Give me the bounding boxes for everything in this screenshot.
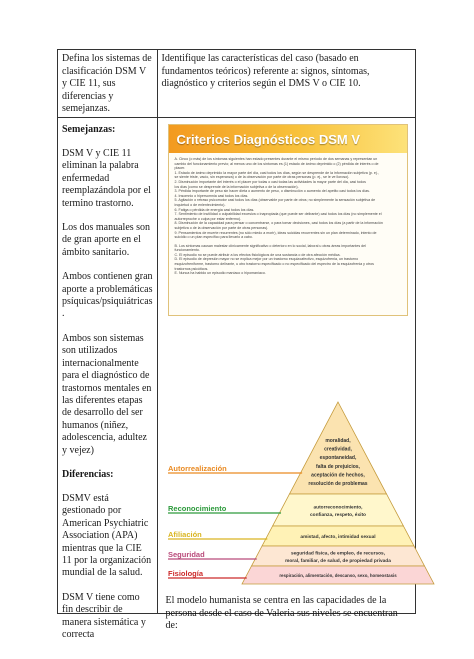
dsm-criteria-list — [169, 153, 407, 276]
diferencia-1: DSMV está gestionado por American Psychiatric Association (APA) mientras que la CIE 11 por la organización mundial de la salud. — [62, 492, 152, 579]
dsm-criteria-line: 4. Insomnio o hipersomnia casi todos los días. — [174, 193, 249, 198]
dsm-criteria-line: placer. — [174, 166, 186, 171]
left-header-cell — [58, 50, 157, 118]
humanist-note-text: El modelo humanista se centra en las capacidades de la persona desde el caso de Valeria sus niveles se encuentran de: — [165, 595, 398, 631]
dsm-criteria-line: esquizofreniforme, trastorno delirante, u otro trastorno especificado o no especificado del espectro de la esquizofrenia y otros — [174, 262, 374, 267]
pyramid-level-name: Reconocimiento — [167, 504, 226, 513]
pyramid-level-name: Seguridad — [167, 550, 205, 559]
maslow-pyramid — [166, 398, 440, 590]
pyramid-item: seguridad física, de empleo, de recursos, — [290, 551, 385, 557]
pyramid-item: moral, familiar, de salud, de propiedad privada — [284, 558, 391, 564]
dsm-criteria-line: 6. Fatiga o pérdida de energía casi todos los días. — [174, 207, 255, 212]
pyramid-item: respiración, alimentación, descanso, sexo, homeostasis — [278, 573, 397, 578]
pyramid-item: aceptación de hechos, — [310, 472, 365, 479]
dsm-criteria-line: inquietud o de enlentecimiento). — [174, 202, 226, 207]
dsm-criteria-line: 1. Estado de ánimo deprimido la mayor parte del día, casi todos los días, según se desprende de la información subjetiva (p. ej., — [174, 170, 379, 175]
pyramid-item: confianza, respeto, éxito — [309, 512, 366, 518]
dsm-criteria-line: 3. Pérdida importante de peso sin hacer dieta o aumento de peso, o disminución o aumento del apetito casi todos los días. — [174, 189, 370, 194]
right-header-cell — [158, 50, 416, 118]
dsm-criteria-line: 5. Agitación o retraso psicomotor casi todos los días (observable por parte de otros; no simplemente la sensación subjetiva de — [174, 198, 376, 203]
dsm-criteria-line: C. El episodio no se puede atribuir a los efectos fisiológicos de una sustancia o de otra afección médica. — [174, 252, 341, 257]
pyramid-svg — [166, 398, 440, 590]
left-header-text: Defina los sistemas de clasificación DSM V y CIE 11, sus diferencias y semejanzas. — [62, 53, 152, 114]
dsm-criteria-line: funcionamiento. — [174, 248, 200, 253]
dsm-criteria-line: trastornos psicóticos. — [174, 266, 209, 271]
semejanzas-heading: Semejanzas: — [62, 124, 116, 135]
diferencia-2: DSM V tiene como fin describir de manera sistemática y correcta — [62, 591, 146, 640]
dsm-banner — [169, 125, 407, 153]
pyramid-item: falta de prejuicios, — [315, 463, 360, 470]
semejanza-4: Ambos son sistemas son utilizados internacionalmente para el diagnóstico de trastornos mentales en las diferentes etapas de desarrollo del ser humanos (niñez, adolescencia, adultez y vejez) — [62, 332, 152, 456]
semejanza-2: Los dos manuales son de gran aporte en el ámbito sanitario. — [62, 222, 151, 258]
dsm-criteria-line: B. Los síntomas causan malestar clínicamente significativo o deterioro en lo social, laboral u otras áreas importantes del — [174, 243, 366, 248]
left-column — [58, 50, 158, 640]
dsm-criteria-line: suicidio o un plan específico para llevarlo a cabo. — [174, 235, 253, 240]
dsm-criteria-line: cambio del funcionamiento previo; al menos uno de los síntomas es (1) estado de ánimo deprimido o (2) pérdida de interés o de — [174, 161, 379, 166]
right-header-text: Identifique las características del caso (basado en fundamentos teóricos) referente a: signos, síntomas, diagnóstico y criterios según el DMS V o CIE 10. — [161, 53, 370, 89]
pyramid-item: amistad, afecto, intimidad sexual — [299, 535, 376, 540]
dsm-criteria-line: subjetiva o de la observación por parte de otras personas). — [174, 225, 269, 230]
dsm-title: Criterios Diagnósticos DSM V — [176, 131, 361, 147]
dsm-criteria-line: 9. Pensamientos de muerte recurrentes (no sólo miedo a morir), ideas suicidas recurrentes sin un plan determinado, intento de — [174, 230, 377, 235]
dsm-criteria-line: A. Cinco (o más) de los síntomas siguientes han estado presentes durante el mismo período de dos semanas y representan un — [174, 157, 378, 161]
dsm-criteria-figure — [168, 124, 408, 316]
pyramid-item: autorreconocimiento, — [313, 505, 363, 511]
semejanza-1: DSM V y CIE 11 eliminan la palabra enfermedad reemplazándola por el termino trastorno. — [62, 148, 151, 209]
dsm-criteria-line: 7. Sentimiento de inutilidad o culpabilidad excesiva o inapropiada (que puede ser delirante) casi todos los días (no simplemente el — [174, 212, 382, 217]
right-body-cell — [158, 118, 416, 631]
dsm-criteria-line: los días (como se desprende de la información subjetiva o de la observación). — [174, 184, 299, 189]
dsm-criteria-line: se siente triste, vacío, sin esperanza) o de la observación por parte de otras personas (p. ej., se le ve lloroso). — [174, 175, 350, 180]
pyramid-item: moralidad, — [324, 438, 351, 444]
dsm-criteria-line: autorreproche o culpa por estar enfermo). — [174, 216, 242, 221]
left-body-cell — [58, 118, 157, 659]
pyramid-level-name: Afiliación — [167, 530, 202, 539]
dsm-criteria-line: D. El episodio de depresión mayor no se explica mejor por un trastorno esquizoafectivo, esquizofrenia, un trastorno — [174, 257, 359, 262]
pyramid-level-name: Fisiología — [167, 569, 203, 578]
semejanza-3: Ambos contienen gran aporte a problemáticas psíquicas/psiquiátricas . — [62, 271, 153, 320]
humanist-note — [166, 595, 410, 633]
pyramid-level-name: Autorrealización — [167, 464, 227, 473]
pyramid-item: espontaneidad, — [319, 455, 356, 462]
dsm-criteria-line: E. Nunca ha habido un episodio maníaco o hipomaníaco. — [174, 271, 266, 276]
dsm-criteria-line: 8. Disminución de la capacidad para pensar o concentrarse, o para tomar decisiones, casi todos los días (a partir de la información — [174, 221, 383, 226]
diferencias-heading: Diferencias: — [62, 468, 114, 480]
pyramid-item: creatividad, — [323, 446, 352, 453]
dsm-criteria-line: 2. Disminución importante del interés o el placer por todas o casi todas las actividades la mayor parte del día, casi todos — [174, 179, 366, 184]
right-column — [158, 50, 416, 631]
comparison-table — [57, 49, 416, 640]
pyramid-item: resolución de problemas — [307, 481, 368, 487]
